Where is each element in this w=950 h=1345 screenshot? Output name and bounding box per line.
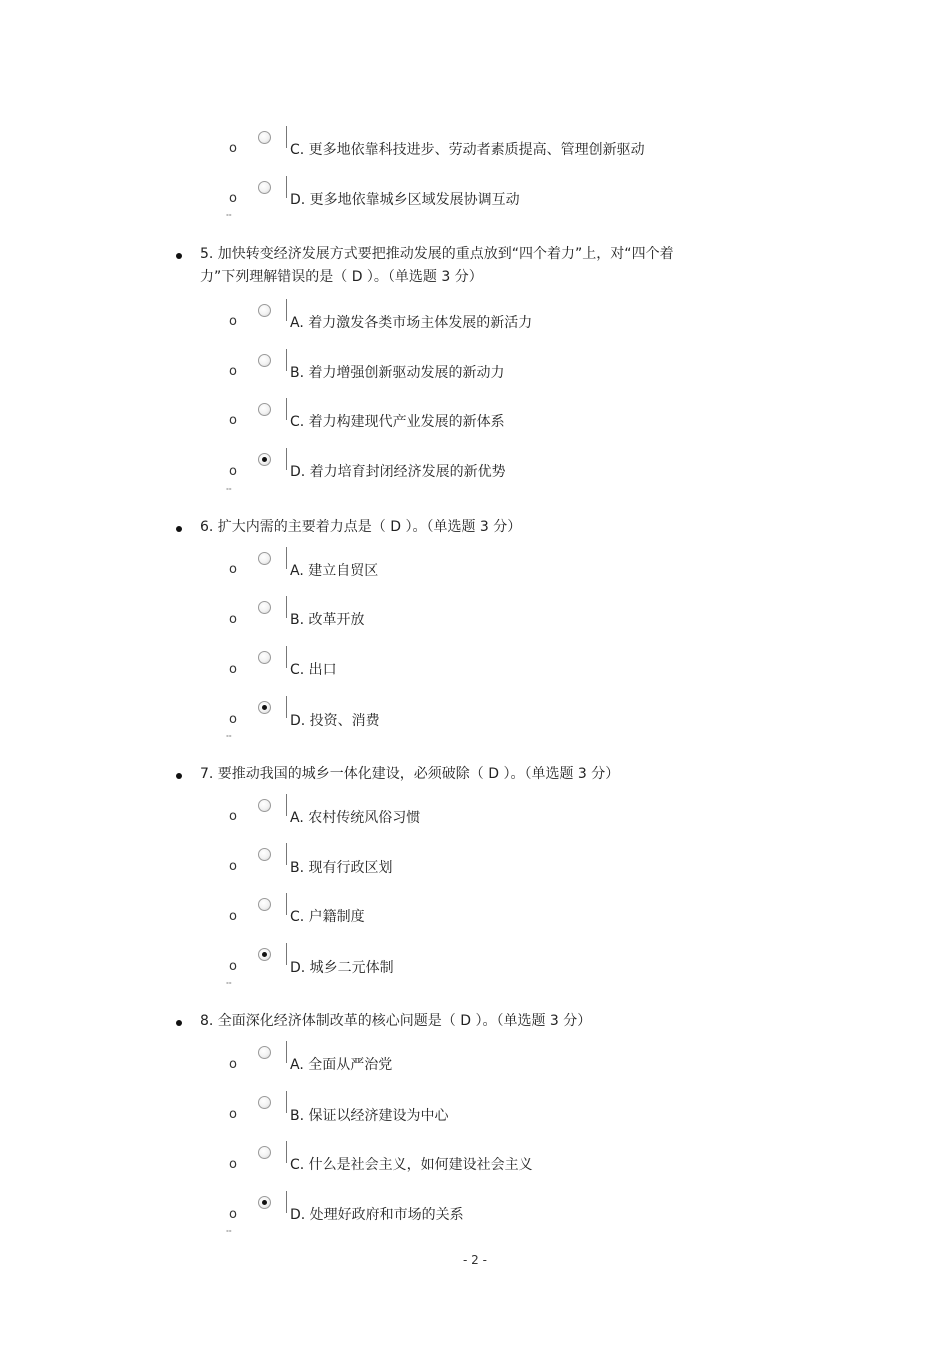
radio-button[interactable] <box>258 601 271 614</box>
list-marker: o <box>229 1107 237 1122</box>
radio-button[interactable] <box>258 181 271 194</box>
list-marker: o <box>229 909 237 924</box>
option-divider <box>286 1141 287 1163</box>
separator-mark: ▪▪ <box>226 212 232 217</box>
option-divider <box>286 943 287 965</box>
option-divider <box>286 349 287 371</box>
option-divider <box>286 646 287 668</box>
bullet-icon <box>176 526 182 532</box>
list-marker: o <box>229 1057 237 1072</box>
radio-button[interactable] <box>258 304 271 317</box>
option-divider <box>286 696 287 718</box>
option-label: D. 处理好政府和市场的关系 <box>290 1207 464 1223</box>
radio-button-selected[interactable] <box>258 701 271 714</box>
option-label: C. 什么是社会主义，如何建设社会主义 <box>290 1157 533 1173</box>
list-marker: o <box>229 612 237 627</box>
option-label: D. 投资、消费 <box>290 713 380 729</box>
radio-button[interactable] <box>258 552 271 565</box>
radio-button[interactable] <box>258 131 271 144</box>
list-marker: o <box>229 1157 237 1172</box>
bullet-icon <box>176 1020 182 1026</box>
separator-mark: ▪▪ <box>226 733 232 738</box>
question-text-continued: 力”下列理解错误的是（ D ）。（单选题 3 分） <box>200 269 483 285</box>
option-label: C. 更多地依靠科技进步、劳动者素质提高、管理创新驱动 <box>290 142 645 158</box>
option-divider <box>286 1191 287 1213</box>
list-marker: o <box>229 959 237 974</box>
option-label: C. 着力构建现代产业发展的新体系 <box>290 414 505 430</box>
option-label: D. 更多地依靠城乡区域发展协调互动 <box>290 192 520 208</box>
option-label: D. 城乡二元体制 <box>290 960 394 976</box>
option-label: B. 保证以经济建设为中心 <box>290 1108 449 1124</box>
radio-button[interactable] <box>258 651 271 664</box>
option-label: A. 着力激发各类市场主体发展的新活力 <box>290 315 533 331</box>
list-marker: o <box>229 191 237 206</box>
option-label: C. 户籍制度 <box>290 909 365 925</box>
list-marker: o <box>229 364 237 379</box>
radio-button[interactable] <box>258 898 271 911</box>
option-divider <box>286 448 287 470</box>
radio-button-selected[interactable] <box>258 453 271 466</box>
option-label: B. 改革开放 <box>290 612 365 628</box>
option-divider <box>286 794 287 816</box>
option-label: A. 建立自贸区 <box>290 563 379 579</box>
list-marker: o <box>229 464 237 479</box>
radio-button[interactable] <box>258 354 271 367</box>
bullet-icon <box>176 253 182 259</box>
list-marker: o <box>229 413 237 428</box>
list-marker: o <box>229 141 237 156</box>
question-text: 8. 全面深化经济体制改革的核心问题是（ D ）。（单选题 3 分） <box>200 1013 592 1029</box>
bullet-icon <box>176 773 182 779</box>
option-divider <box>286 1091 287 1113</box>
radio-button[interactable] <box>258 1146 271 1159</box>
list-marker: o <box>229 712 237 727</box>
option-divider <box>286 893 287 915</box>
separator-mark: ▪▪ <box>226 486 232 491</box>
option-divider <box>286 1041 287 1063</box>
radio-button-selected[interactable] <box>258 1196 271 1209</box>
list-marker: o <box>229 562 237 577</box>
radio-button[interactable] <box>258 1046 271 1059</box>
option-divider <box>286 843 287 865</box>
list-marker: o <box>229 1207 237 1222</box>
radio-button[interactable] <box>258 1096 271 1109</box>
question-text: 6. 扩大内需的主要着力点是（ D ）。（单选题 3 分） <box>200 519 522 535</box>
option-divider <box>286 596 287 618</box>
list-marker: o <box>229 809 237 824</box>
option-divider <box>286 547 287 569</box>
option-label: A. 全面从严治党 <box>290 1057 393 1073</box>
radio-button[interactable] <box>258 799 271 812</box>
list-marker: o <box>229 859 237 874</box>
option-label: B. 现有行政区划 <box>290 860 393 876</box>
option-divider <box>286 126 287 148</box>
separator-mark: ▪▪ <box>226 980 232 985</box>
radio-button[interactable] <box>258 848 271 861</box>
option-label: B. 着力增强创新驱动发展的新动力 <box>290 365 505 381</box>
separator-mark: ▪▪ <box>226 1228 232 1233</box>
question-text: 7. 要推动我国的城乡一体化建设，必须破除（ D ）。（单选题 3 分） <box>200 766 620 782</box>
option-divider <box>286 398 287 420</box>
radio-button-selected[interactable] <box>258 948 271 961</box>
list-marker: o <box>229 662 237 677</box>
option-label: A. 农村传统风俗习惯 <box>290 810 421 826</box>
question-text: 5. 加快转变经济发展方式要把推动发展的重点放到“四个着力”上，对“四个着 <box>200 246 674 262</box>
option-divider <box>286 299 287 321</box>
list-marker: o <box>229 314 237 329</box>
option-divider <box>286 176 287 198</box>
radio-button[interactable] <box>258 403 271 416</box>
option-label: C. 出口 <box>290 662 337 678</box>
page-number: - 2 - <box>463 1253 487 1267</box>
option-label: D. 着力培育封闭经济发展的新优势 <box>290 464 506 480</box>
